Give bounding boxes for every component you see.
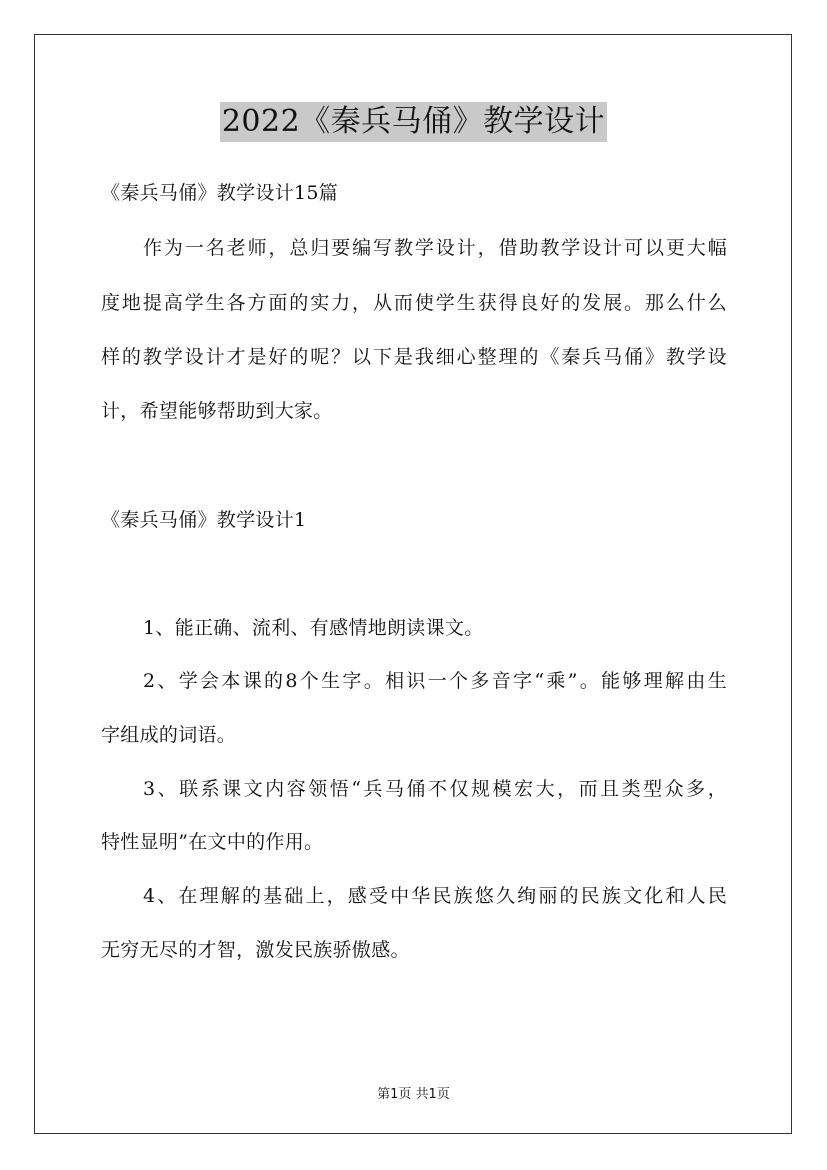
document-title: 2022《秦兵马俑》教学设计 [220,102,607,142]
intro-line: 计，希望能够帮助到大家。 [101,400,333,422]
subtitle: 《秦兵马俑》教学设计15篇 [101,182,339,204]
page-footer: 第1页 共1页 [377,1087,450,1102]
goal-line: 1、能正确、流利、有感情地朗读课文。 [143,617,484,639]
intro-line: 度地提高学生各方面的实力，从而使学生获得良好的发展。那么什么 [101,292,727,314]
goal-line: 无穷无尽的才智，激发民族骄傲感。 [101,939,410,961]
goal-line: 4、在理解的基础上，感受中华民族悠久绚丽的民族文化和人民 [143,885,727,907]
goal-line: 3、联系课文内容领悟“兵马俑不仅规模宏大，而且类型众多， [143,778,727,800]
goal-line: 2、学会本课的8个生字。相识一个多音字“乘”。能够理解由生 [143,670,727,692]
intro-line: 作为一名老师，总归要编写教学设计，借助教学设计可以更大幅 [143,237,727,259]
intro-line: 样的教学设计才是好的呢？以下是我细心整理的《秦兵马俑》教学设 [101,346,727,368]
document-title-container [0,102,827,142]
goal-line: 特性显明”在文中的作用。 [101,831,324,853]
goal-line: 字组成的词语。 [101,724,237,746]
section-heading: 《秦兵马俑》教学设计1 [101,509,307,531]
